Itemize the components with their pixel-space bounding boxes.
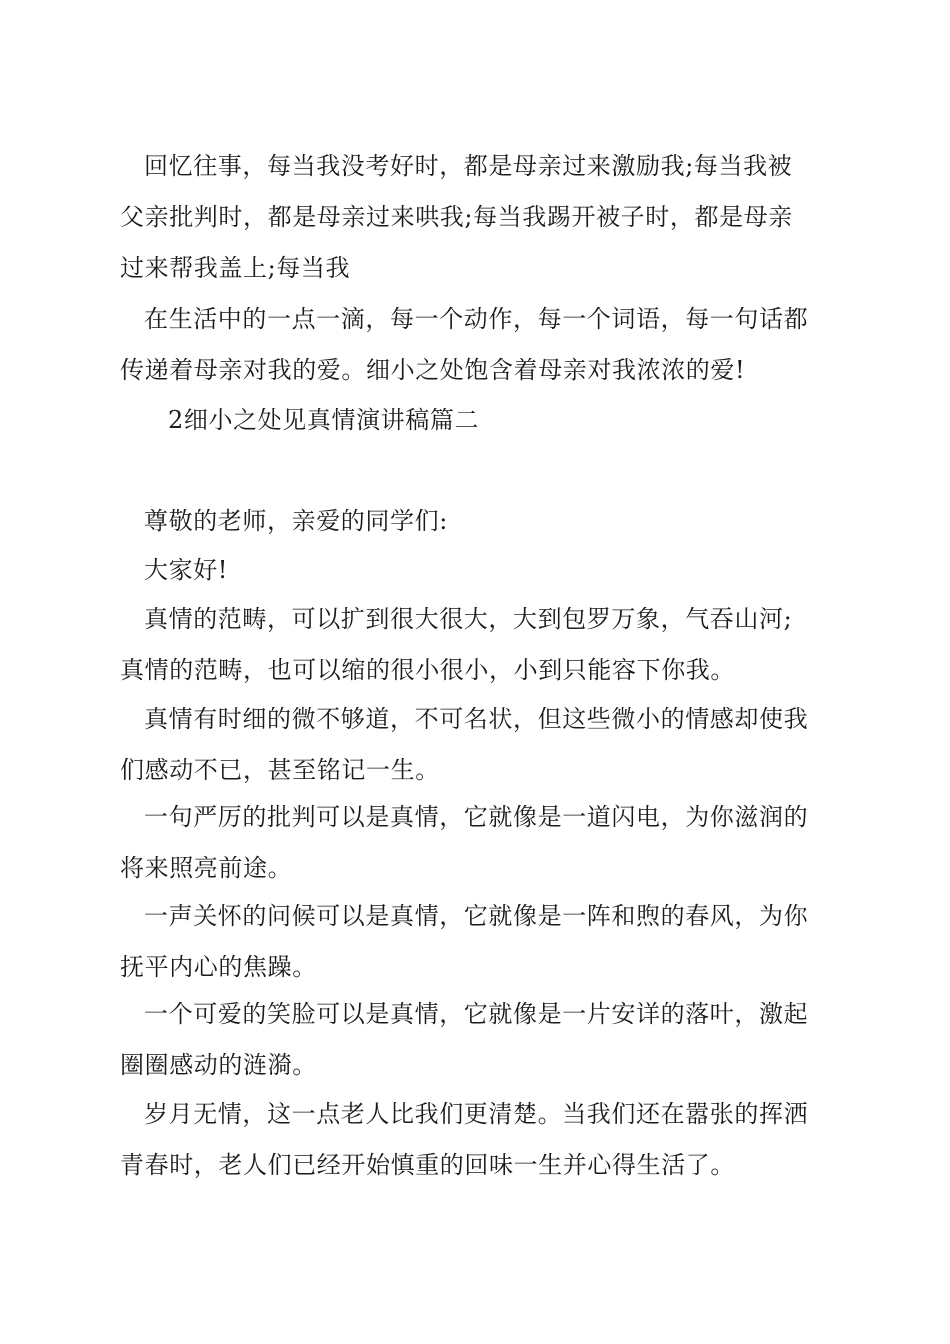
text-line: 一个可爱的笑脸可以是真情，它就像是一片安详的落叶，激起 [144,1000,809,1028]
paragraph-subtle [120,694,840,796]
text-line: 将来照亮前途。 [120,854,293,882]
paragraph-time [120,1089,840,1191]
text-line: 大家好! [144,556,229,584]
text-line: 尊敬的老师，亲爱的同学们: [144,507,448,535]
text-line: 真情有时细的微不够道，不可名状，但这些微小的情感却使我 [144,705,809,733]
paragraph-greeting-care [120,891,840,993]
paragraph-criticism [120,792,840,894]
text-line: 真情的范畴，可以扩到很大很大，大到包罗万象，气吞山河; [144,605,793,633]
text-line: 抚平内心的焦躁。 [120,953,317,981]
text-line: 传递着母亲对我的爱。细小之处饱含着母亲对我浓浓的爱! [120,356,746,384]
text-line: 岁月无情，这一点老人比我们更清楚。当我们还在嚣张的挥洒 [144,1100,809,1128]
text-line: 一句严厉的批判可以是真情，它就像是一道闪电，为你滋润的 [144,803,809,831]
paragraph-memories [120,141,840,294]
paragraph-salutation [120,496,840,547]
text-line: 们感动不已，甚至铭记一生。 [120,756,440,784]
text-line: 青春时，老人们已经开始慎重的回味一生并心得生活了。 [120,1151,735,1179]
section-heading: 2细小之处见真情演讲稿篇二 [168,406,480,434]
text-line: 真情的范畴，也可以缩的很小很小，小到只能容下你我。 [120,656,735,684]
text-line: 一声关怀的问候可以是真情，它就像是一阵和煦的春风，为你 [144,902,809,930]
text-line: 过来帮我盖上;每当我 [120,254,351,282]
paragraph-greeting [120,545,840,596]
paragraph-mother-love [120,294,840,396]
text-line: 回忆往事，每当我没考好时，都是母亲过来激励我;每当我被 [144,152,793,180]
text-line: 在生活中的一点一滴，每一个动作，每一个词语，每一句话都 [144,305,809,333]
text-line: 圈圈感动的涟漪。 [120,1051,317,1079]
paragraph-scope [120,594,840,696]
paragraph-smile [120,989,840,1091]
text-line: 父亲批判时，都是母亲过来哄我;每当我踢开被子时，都是母亲 [120,203,793,231]
